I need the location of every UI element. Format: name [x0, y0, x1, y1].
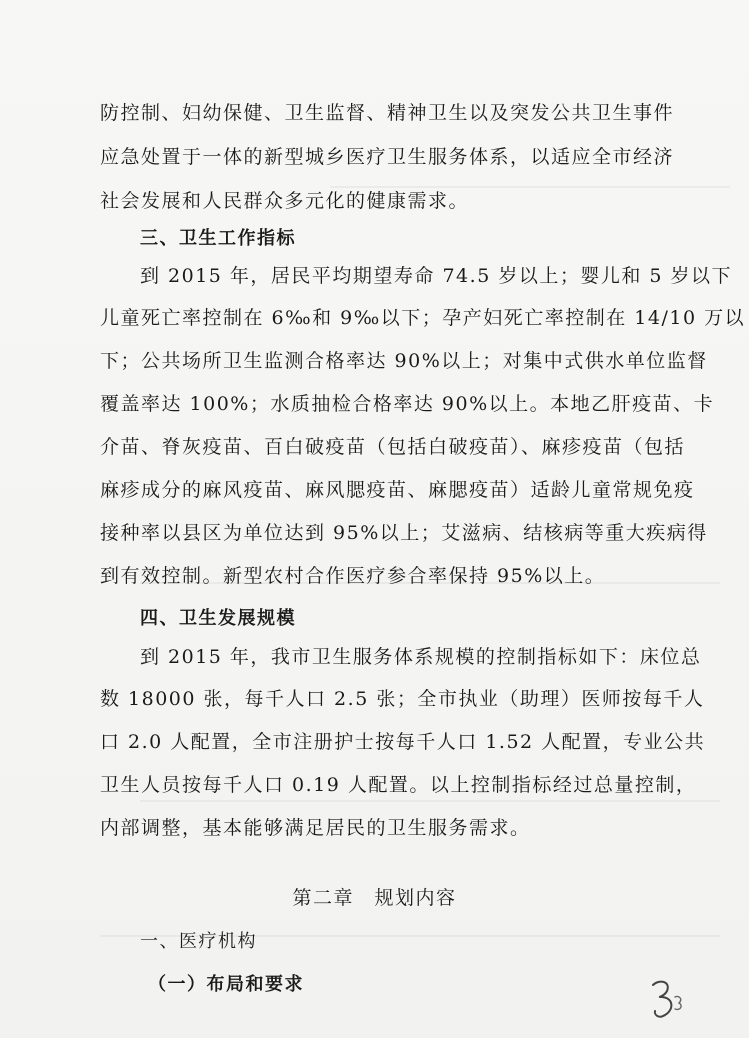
paragraph-line: 应急处置于一体的新型城乡医疗卫生服务体系，以适应全市经济: [100, 146, 675, 168]
paragraph-line: 数 18000 张，每千人口 2.5 张；全市执业（助理）医师按每千人: [100, 688, 705, 710]
paragraph-line: 接种率以县区为单位达到 95%以上；艾滋病、结核病等重大疾病得: [100, 522, 708, 544]
handwritten-page-number: [645, 975, 693, 1023]
paragraph-line: 儿童死亡率控制在 6‰和 9‰以下；孕产妇死亡率控制在 14/10 万以: [100, 307, 746, 329]
paragraph-line: 内部调整，基本能够满足居民的卫生服务需求。: [100, 817, 531, 839]
paragraph-line: 口 2.0 人配置，全市注册护士按每千人口 1.52 人配置，专业公共: [100, 731, 706, 753]
paragraph-line: 到有效控制。新型农村合作医疗参合率保持 95%以上。: [100, 565, 606, 587]
section-heading: 三、卫生工作指标: [140, 228, 296, 249]
chapter-title: 第二章 规划内容: [292, 887, 457, 909]
paragraph-line: 防控制、妇幼保健、卫生监督、精神卫生以及突发公共卫生事件: [100, 102, 675, 124]
paragraph-line: 介苗、脊灰疫苗、百白破疫苗（包括白破疫苗）、麻疹疫苗（包括: [100, 436, 686, 458]
paragraph-line: 到 2015 年，我市卫生服务体系规模的控制指标如下：床位总: [140, 646, 702, 668]
section-heading: 一、医疗机构: [140, 931, 257, 952]
paragraph-line: 麻疹成分的麻风疫苗、麻风腮疫苗、麻腮疫苗）适龄儿童常规免疫: [100, 479, 695, 501]
section-heading: 四、卫生发展规模: [140, 608, 296, 629]
subsection-heading: （一）布局和要求: [148, 974, 304, 995]
paragraph-line: 下；公共场所卫生监测合格率达 90%以上；对集中式供水单位监督: [100, 350, 708, 372]
paragraph-line: 到 2015 年，居民平均期望寿命 74.5 岁以上；婴儿和 5 岁以下: [140, 265, 732, 287]
paragraph-line: 社会发展和人民群众多元化的健康需求。: [100, 190, 470, 212]
bleed-through-line: [140, 800, 720, 802]
paragraph-line: 覆盖率达 100%；水质抽检合格率达 90%以上。本地乙肝疫苗、卡: [100, 393, 715, 415]
paragraph-line: 卫生人员按每千人口 0.19 人配置。以上控制指标经过总量控制，: [100, 774, 697, 796]
